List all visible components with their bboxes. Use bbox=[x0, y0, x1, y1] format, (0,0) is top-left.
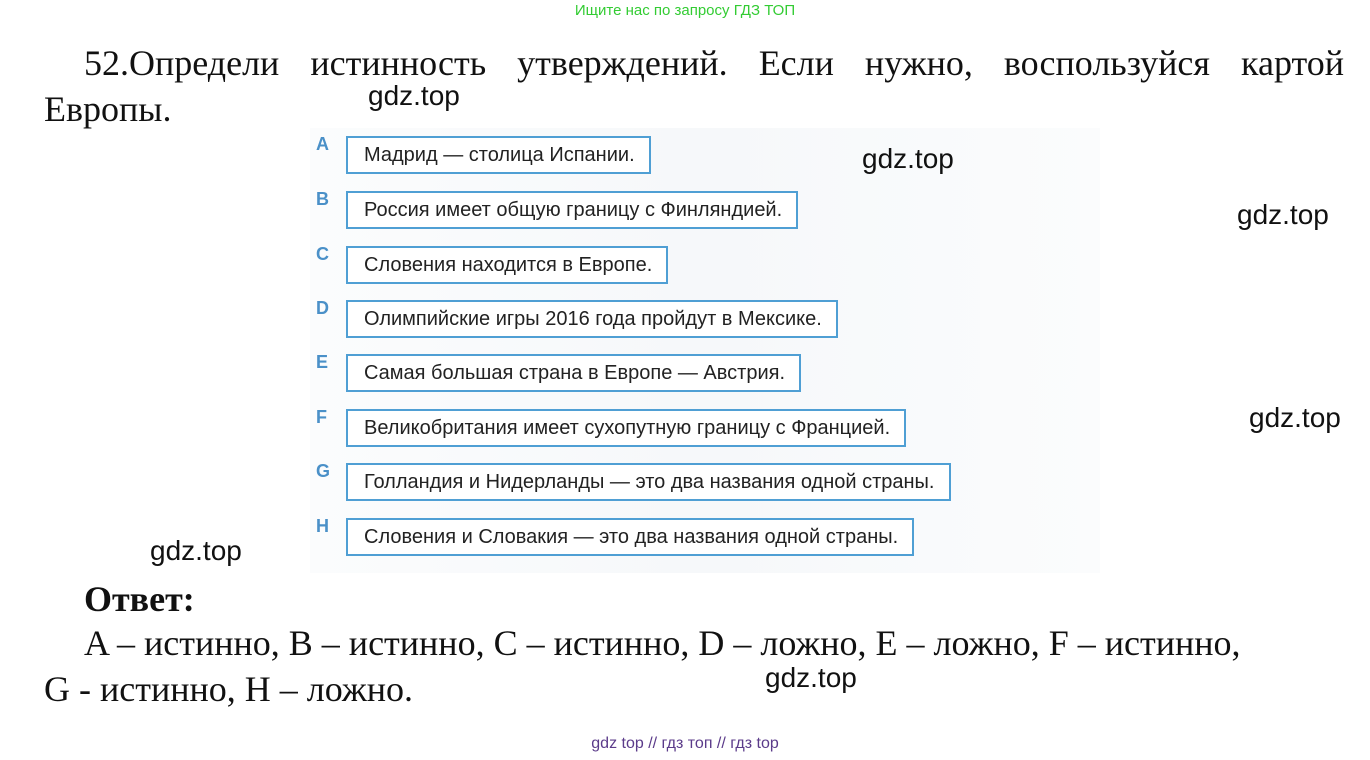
watermark: gdz.top bbox=[368, 80, 460, 111]
statement-letter-f: F bbox=[316, 407, 327, 427]
watermark: gdz.top bbox=[1237, 199, 1329, 230]
statement-box-g: Голландия и Нидерланды — это два названия одной страны. bbox=[346, 463, 951, 501]
statement-letter-h: H bbox=[316, 516, 329, 536]
statement-letter-g: G bbox=[316, 461, 331, 481]
watermark: gdz.top bbox=[150, 535, 242, 566]
statement-letter-c: C bbox=[316, 244, 329, 264]
top-banner[interactable]: Ищите нас по запросу ГДЗ ТОП bbox=[574, 2, 796, 19]
answer-heading: Ответ: bbox=[84, 579, 195, 619]
watermark: gdz.top bbox=[765, 662, 857, 693]
statement-box-e: Самая большая страна в Европе — Австрия. bbox=[346, 354, 801, 392]
statement-letter-b: B bbox=[316, 189, 329, 209]
statement-box-d: Олимпийские игры 2016 года пройдут в Мексике. bbox=[346, 300, 838, 338]
statement-box-c: Словения находится в Европе. bbox=[346, 246, 668, 284]
task-text: 52.Определи истинность утверждений. Если нужно, воспользуйся картой Европы. bbox=[44, 43, 1344, 129]
statement-box-f: Великобритания имеет сухопутную границу с Францией. bbox=[346, 409, 906, 447]
statement-box-a: Мадрид — столица Испании. bbox=[346, 136, 651, 174]
footer-links[interactable]: gdz top // гдз топ // гдз top bbox=[591, 735, 779, 752]
statements-figure bbox=[310, 128, 1100, 573]
watermark: gdz.top bbox=[862, 143, 954, 174]
statement-letter-a: A bbox=[316, 134, 329, 154]
watermark: gdz.top bbox=[1249, 402, 1341, 433]
statement-letter-d: D bbox=[316, 298, 329, 318]
statement-box-b: Россия имеет общую границу с Финляндией. bbox=[346, 191, 798, 229]
statement-letter-e: E bbox=[316, 352, 329, 372]
statement-box-h: Словения и Словакия — это два названия одной страны. bbox=[346, 518, 914, 556]
answer-text: A – истинно, B – истинно, C – истинно, D – ложно, E – ложно, F – истинно, G - истинно, H – ложно. bbox=[44, 623, 1241, 709]
